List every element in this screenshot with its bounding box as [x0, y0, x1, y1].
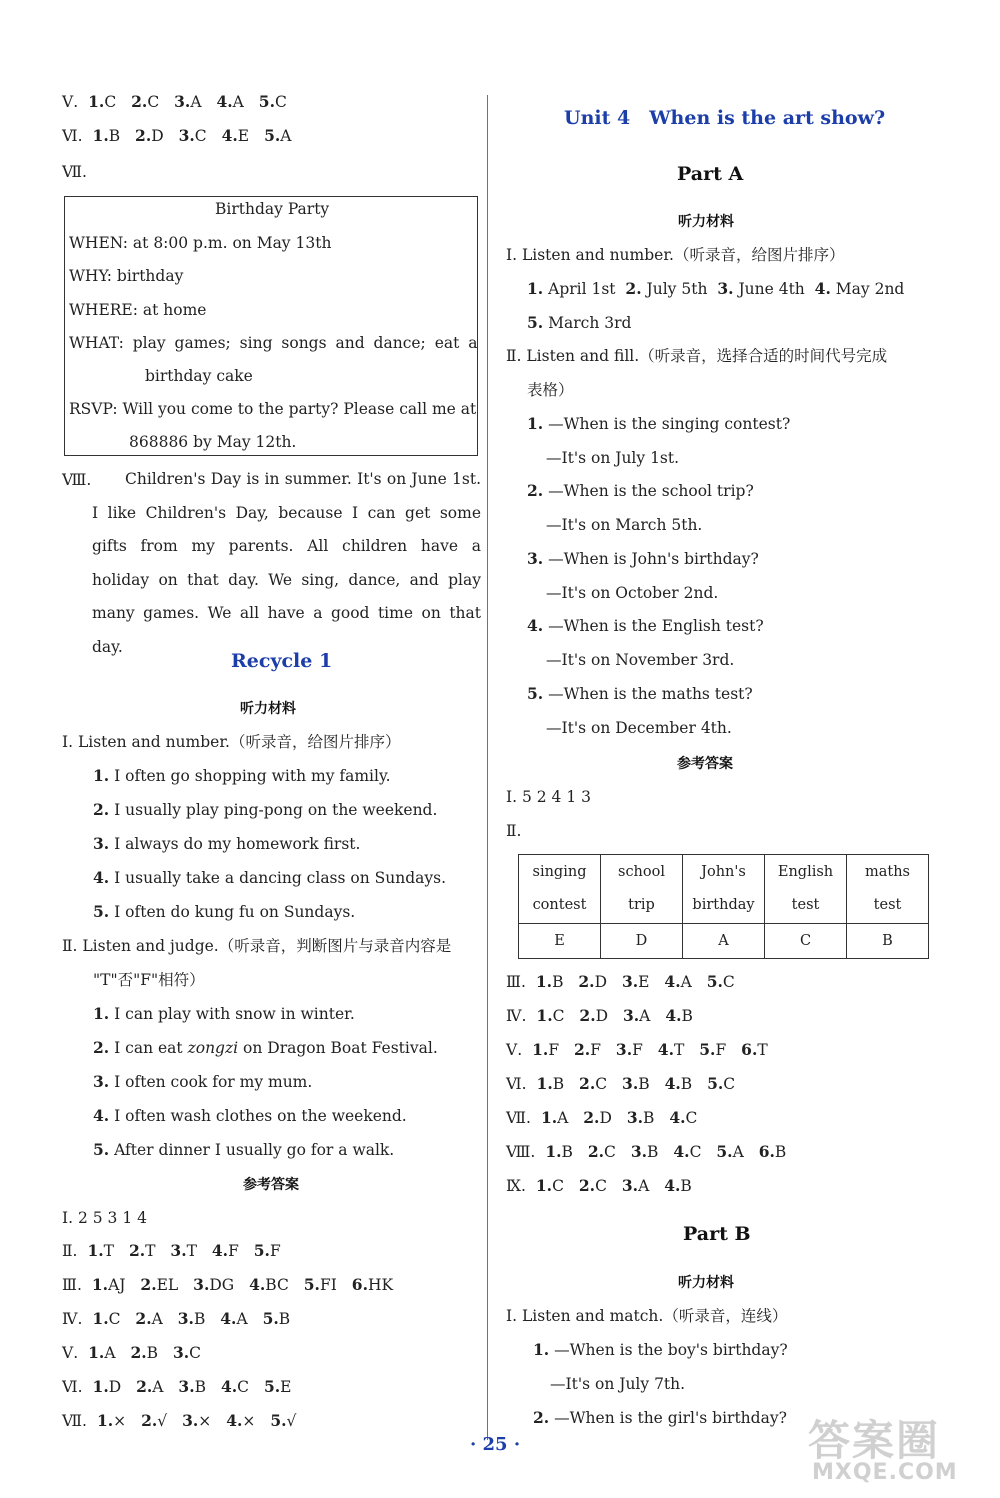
answer-line: Ⅳ. 1.C 2.D 3.A 4.B [506, 1006, 693, 1025]
dialog-question: 2. —When is the girl's birthday? [533, 1408, 787, 1427]
answer-line: Ⅵ. 1.B 2.C 3.B 4.B 5.C [506, 1074, 736, 1093]
watermark [808, 1408, 980, 1488]
table-header-cell: John's birthday [683, 855, 765, 924]
answer-line: Ⅰ. 2 5 3 1 4 [62, 1209, 147, 1227]
listening-title: 听力材料 [678, 1275, 734, 1291]
list-item: 5. March 3rd [527, 313, 632, 332]
list-item: 4. I usually take a dancing class on Sundays. [93, 868, 447, 887]
box-title: Birthday Party [215, 200, 330, 218]
answer-line: Ⅶ. 1.× 2.√ 3.× 4.× 5.√ [62, 1411, 297, 1430]
list-item: 5. I often do kung fu on Sundays. [93, 902, 356, 921]
watermark-logo: 答案圈 [808, 1416, 941, 1465]
question-head-ii: Ⅱ. Listen and fill.（听录音，选择合适的时间代号完成 [506, 347, 888, 365]
dialog-answer: —It's on October 2nd. [546, 584, 719, 602]
dialog-question: 2. —When is the school trip? [527, 481, 754, 500]
list-item: 5. After dinner I usually go for a walk. [93, 1140, 395, 1159]
dialog-answer: —It's on March 5th. [546, 516, 703, 534]
table-cell: E [519, 924, 601, 959]
list-item: 1. April 1st 2. July 5th 3. June 4th 4. May 2nd [527, 279, 905, 298]
column-divider [487, 95, 488, 1440]
table-row [519, 924, 929, 959]
answer-line: Ⅲ. 1.AJ 2.EL 3.DG 4.BC 5.FI 6.HK [62, 1275, 394, 1294]
answers-title: 参考答案 [677, 756, 733, 772]
dialog-question: 5. —When is the maths test? [527, 684, 753, 703]
box-where: WHERE: at home [69, 301, 207, 319]
dialog-answer: —It's on December 4th. [546, 719, 732, 737]
answer-line: Ⅰ. 5 2 4 1 3 [506, 788, 591, 806]
box-what: WHAT: play games; sing songs and dance; eat a [69, 334, 478, 352]
box-rsvp: RSVP: Will you come to the party? Please call me at [69, 400, 477, 418]
table-header-cell: school trip [601, 855, 683, 924]
answer-line: Ⅴ. 1.A 2.B 3.C [62, 1343, 202, 1362]
answer-line: Ⅳ. 1.C 2.A 3.B 4.A 5.B [62, 1309, 291, 1328]
listening-title: 听力材料 [240, 701, 296, 717]
answer-line: Ⅲ. 1.B 2.D 3.E 4.A 5.C [506, 972, 735, 991]
answer-line: Ⅷ. 1.B 2.C 3.B 4.C 5.A 6.B [506, 1142, 787, 1161]
list-item: 4. I often wash clothes on the weekend. [93, 1106, 407, 1125]
list-item: 1. I can play with snow in winter. [93, 1004, 355, 1023]
table-header-cell: singing contest [519, 855, 601, 924]
unit-title: Unit 4 When is the art show? [564, 107, 886, 129]
question-head-ii: Ⅱ. Listen and judge.（听录音，判断图片与录音内容是 [62, 937, 452, 955]
answer-line: Ⅵ. 1.D 2.A 3.B 4.C 5.E [62, 1377, 292, 1396]
list-item: 1. I often go shopping with my family. [93, 766, 391, 785]
part-a-title: Part A [677, 163, 744, 185]
list-item: 2. I usually play ping-pong on the weekend. [93, 800, 438, 819]
answer-line: Ⅸ. 1.C 2.C 3.A 4.B [506, 1176, 692, 1195]
dialog-question: 1. —When is the singing contest? [527, 414, 791, 433]
table-header-cell: English test [765, 855, 847, 924]
box-when: WHEN: at 8:00 p.m. on May 13th [69, 234, 332, 252]
table-cell: A [683, 924, 765, 959]
list-item: 3. I always do my homework first. [93, 834, 361, 853]
question-head-i: Ⅰ. Listen and number.（听录音，给图片排序） [62, 733, 401, 751]
dialog-answer: —It's on July 7th. [550, 1375, 686, 1393]
question-head-ii-cont: "T"否"F"相符） [93, 971, 205, 989]
part-b-title: Part B [683, 1223, 751, 1245]
table-cell: C [765, 924, 847, 959]
answer-line-vi: Ⅵ. 1.B 2.D 3.C 4.E 5.A [62, 126, 292, 145]
dialog-question: 4. —When is the English test? [527, 616, 764, 635]
birthday-invitation-box [64, 196, 478, 456]
answer-table [518, 854, 929, 959]
box-what-cont: birthday cake [145, 367, 253, 385]
list-item: 2. I can eat zongzi on Dragon Boat Festival. [93, 1038, 438, 1057]
question-head-i: Ⅰ. Listen and number.（听录音，给图片排序） [506, 246, 845, 264]
table-cell: D [601, 924, 683, 959]
page-number: · 25 · [470, 1434, 521, 1455]
question-head-i: Ⅰ. Listen and match.（听录音，连线） [506, 1307, 788, 1325]
section-label-vii: Ⅶ. [62, 163, 87, 181]
answer-line: Ⅱ. 1.T 2.T 3.T 4.F 5.F [62, 1241, 281, 1260]
section-label-viii: Ⅷ. [62, 471, 92, 489]
dialog-question: 1. —When is the boy's birthday? [533, 1340, 788, 1359]
answer-line: Ⅱ. [506, 822, 522, 840]
box-why: WHY: birthday [69, 267, 184, 285]
recycle-title: Recycle 1 [231, 650, 333, 672]
question-head-ii-cont: 表格） [527, 381, 574, 399]
answers-title: 参考答案 [243, 1177, 299, 1193]
watermark-url: MXQE.COM [812, 1460, 958, 1485]
table-header-cell: maths test [847, 855, 929, 924]
dialog-answer: —It's on July 1st. [546, 449, 680, 467]
dialog-question: 3. —When is John's birthday? [527, 549, 759, 568]
table-cell: B [847, 924, 929, 959]
list-item: 3. I often cook for my mum. [93, 1072, 313, 1091]
box-rsvp-cont: 868886 by May 12th. [129, 433, 297, 451]
answer-line: Ⅶ. 1.A 2.D 3.B 4.C [506, 1108, 698, 1127]
dialog-answer: —It's on November 3rd. [546, 651, 735, 669]
listening-title: 听力材料 [678, 214, 734, 230]
writing-paragraph: Children's Day is in summer. It's on June 1st. I like Children's Day, because I can get some gifts from my parents. All children have a holiday on that day. We sing, dance, and play many games. We all have a good time on that day. [92, 470, 481, 656]
answer-line: Ⅴ. 1.F 2.F 3.F 4.T 5.F 6.T [506, 1040, 768, 1059]
answer-line-v: Ⅴ. 1.C 2.C 3.A 4.A 5.C [62, 92, 287, 111]
